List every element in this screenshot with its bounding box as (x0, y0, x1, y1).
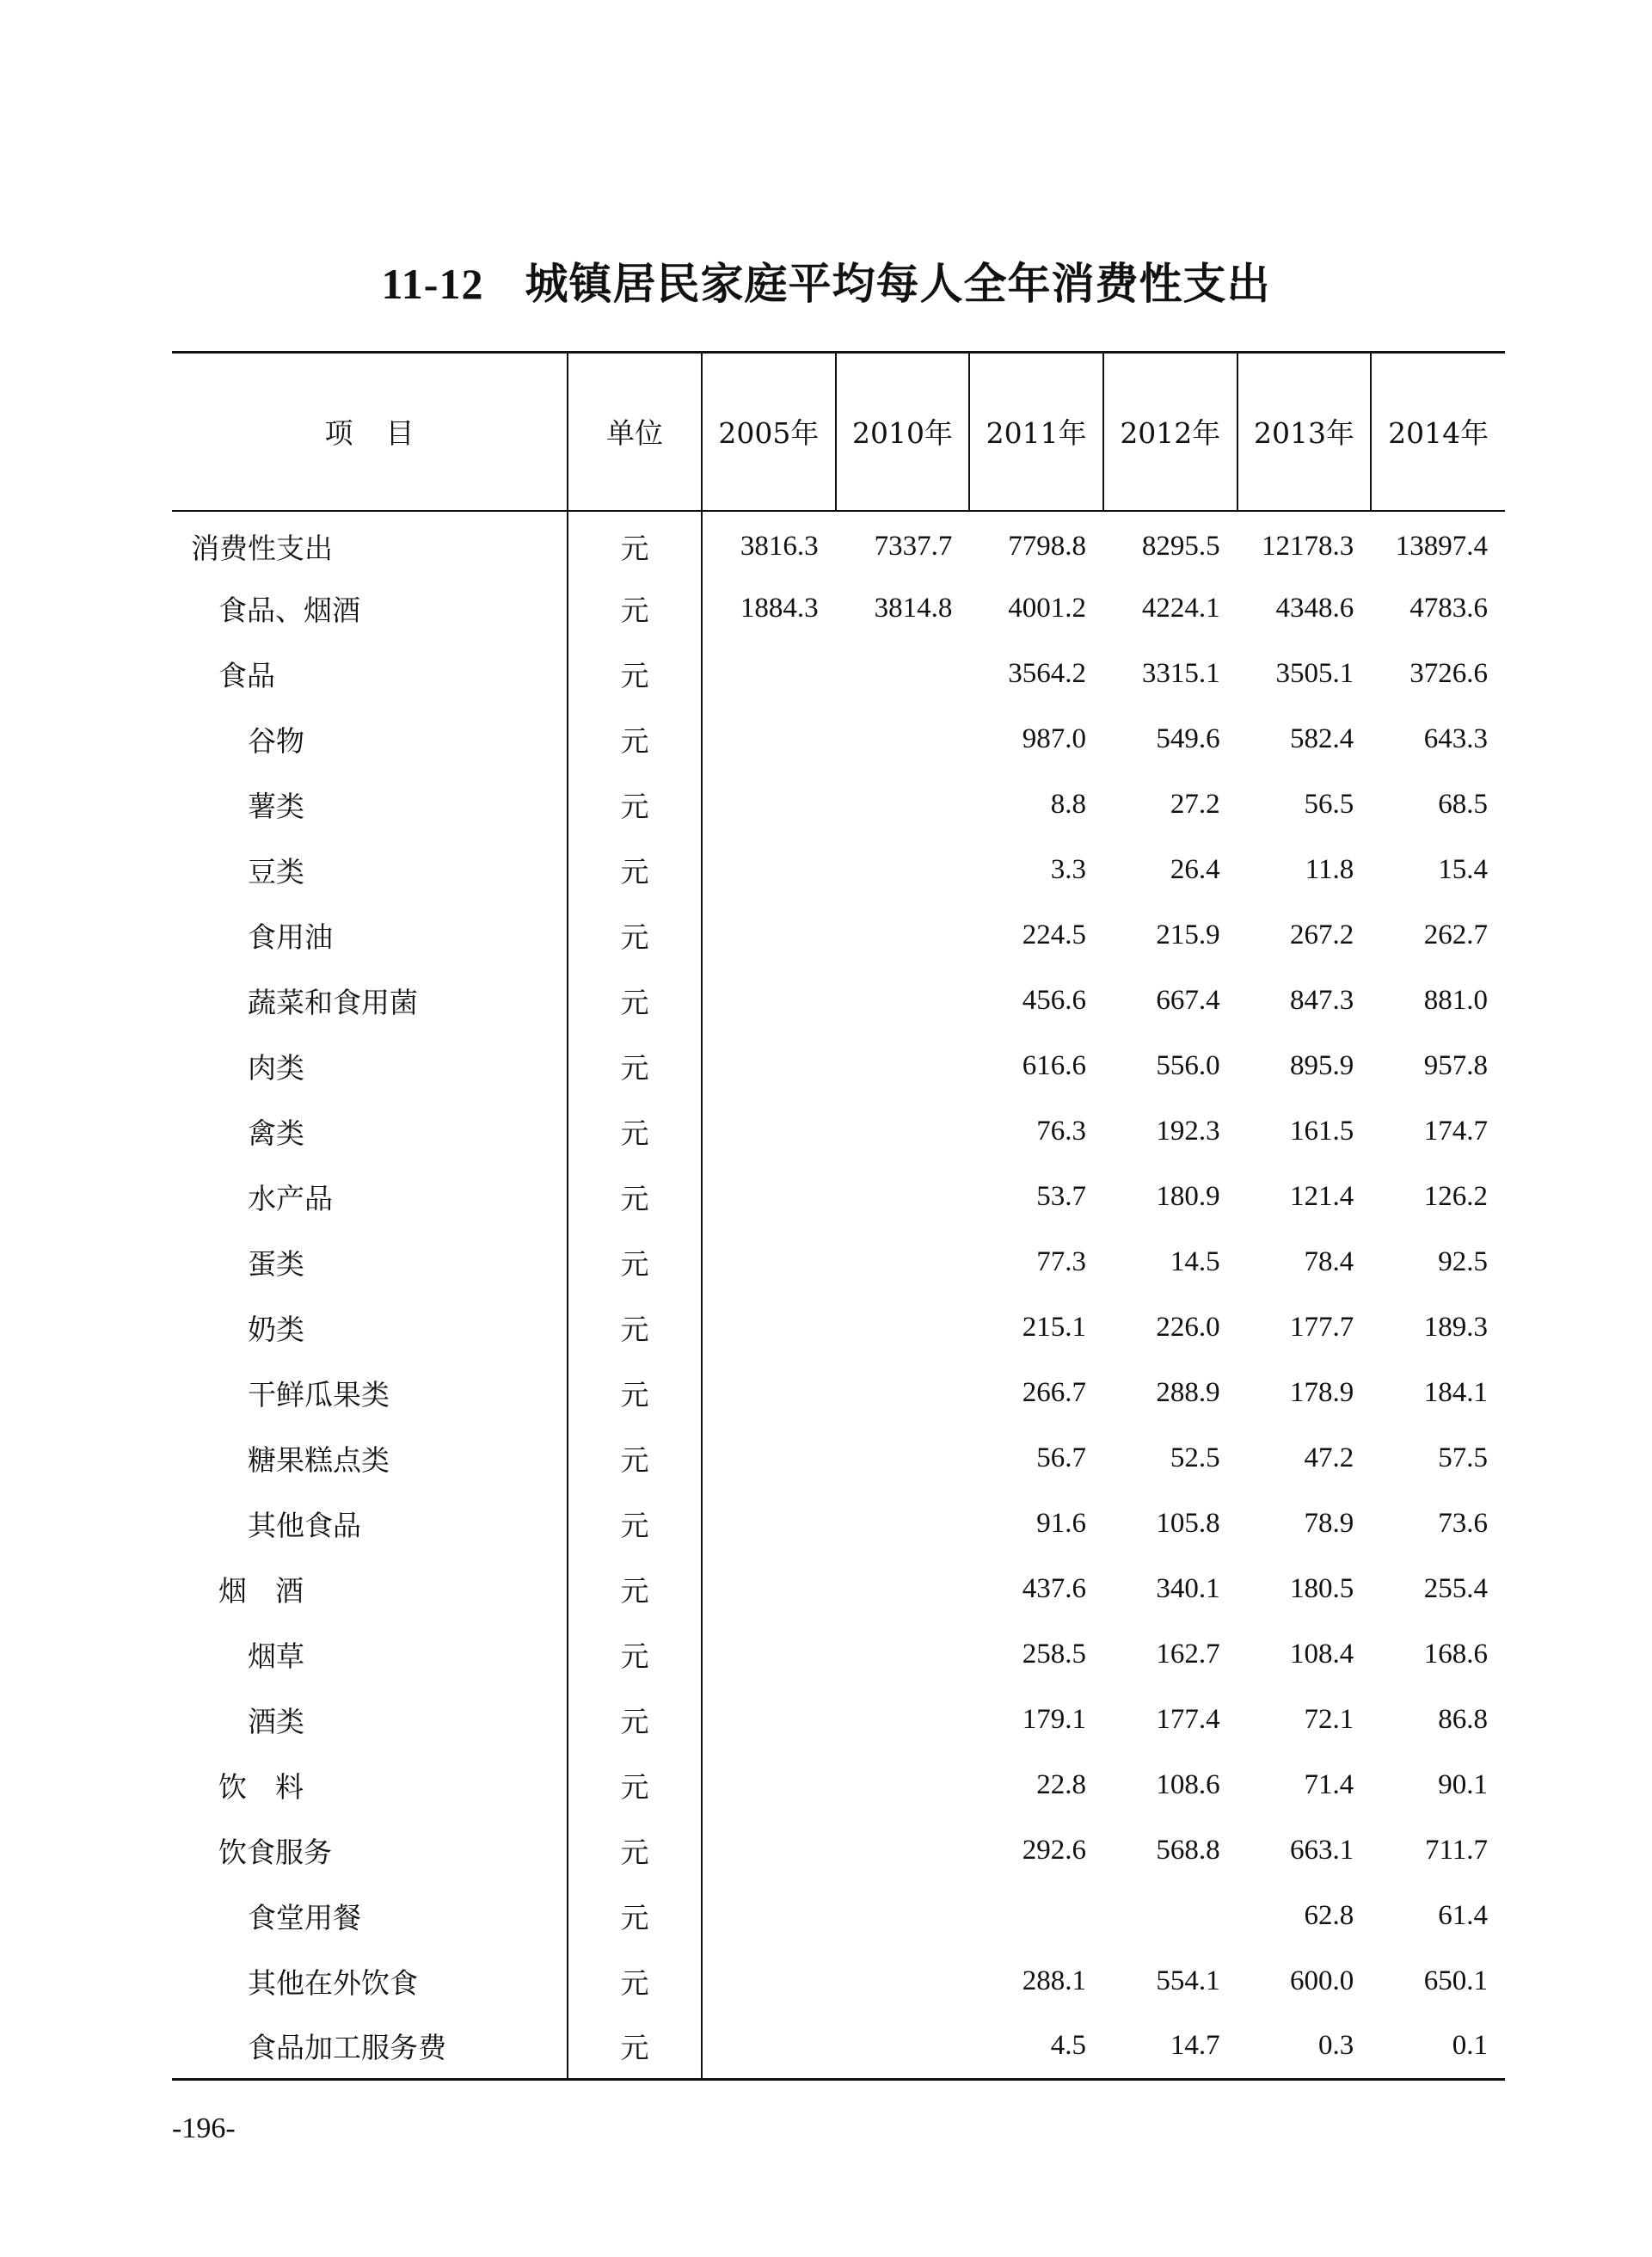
table-row (172, 2014, 1505, 2080)
table-row (172, 707, 1505, 772)
row-item-label: 烟草 (172, 1622, 568, 1688)
row-value: 61.4 (1438, 1900, 1488, 1931)
row-unit: 元 (568, 969, 702, 1034)
row-value: 895.9 (1290, 1050, 1354, 1081)
table-row (172, 1295, 1505, 1361)
row-unit: 元 (568, 2014, 702, 2080)
row-value: 105.8 (1156, 1508, 1220, 1539)
row-value (836, 1295, 970, 1361)
row-value: 90.1 (1438, 1769, 1488, 1800)
row-value: 3816.3 (740, 530, 819, 562)
header-year-2012: 2012年 (1103, 353, 1237, 511)
row-value: 4.5 (969, 2014, 1103, 2080)
row-item-label: 水产品 (172, 1165, 568, 1230)
table-row (172, 1622, 1505, 1688)
row-item-label: 其他在外饮食 (172, 1949, 568, 2014)
table-row (172, 1753, 1505, 1818)
row-value: 4001.2 (1008, 593, 1086, 624)
table-row (172, 1949, 1505, 2014)
row-value: 27.2 (1170, 789, 1220, 820)
row-value: 1884.3 (740, 593, 819, 624)
row-unit: 元 (568, 1557, 702, 1622)
row-value: 549.6 (1156, 723, 1220, 754)
row-value: 180.9 (1156, 1181, 1220, 1212)
row-item-label: 蔬菜和食用菌 (172, 969, 568, 1034)
row-value: 292.6 (1022, 1835, 1086, 1866)
row-value (702, 1688, 836, 1753)
row-value: 77.3 (1036, 1246, 1086, 1277)
row-unit: 元 (568, 1884, 702, 1949)
row-item-label: 干鲜瓜果类 (172, 1361, 568, 1426)
table-row (172, 1884, 1505, 1949)
row-value: 600.0 (1290, 1965, 1354, 1996)
row-value (836, 969, 970, 1034)
header-year-2013: 2013年 (1237, 353, 1372, 511)
row-value: 288.1 (1022, 1965, 1086, 1996)
row-unit: 元 (568, 1688, 702, 1753)
row-unit: 元 (568, 576, 702, 642)
consumption-table (172, 351, 1505, 2081)
row-value (836, 1165, 970, 1230)
row-value: 3505.1 (1275, 658, 1354, 689)
row-value: 554.1 (1156, 1965, 1220, 1996)
row-unit: 元 (568, 903, 702, 969)
row-value (702, 1165, 836, 1230)
row-value: 161.5 (1290, 1116, 1354, 1147)
row-value (836, 642, 970, 707)
row-value: 437.6 (1022, 1573, 1086, 1604)
row-value: 73.6 (1438, 1508, 1488, 1539)
row-value: 184.1 (1423, 1377, 1488, 1408)
row-value (836, 1361, 970, 1426)
row-value: 91.6 (1036, 1508, 1086, 1539)
row-unit: 元 (568, 1491, 702, 1557)
row-value: 92.5 (1438, 1246, 1488, 1277)
row-value: 267.2 (1290, 919, 1354, 950)
row-value (836, 1491, 970, 1557)
row-value: 56.5 (1304, 789, 1354, 820)
header-year-2005: 2005年 (702, 353, 836, 511)
row-value (702, 642, 836, 707)
header-item: 项目 (172, 353, 568, 511)
row-unit: 元 (568, 1818, 702, 1884)
row-item-label: 食品、烟酒 (172, 576, 568, 642)
row-value: 68.5 (1438, 789, 1488, 820)
row-value: 7798.8 (1008, 530, 1086, 562)
row-value: 266.7 (1022, 1377, 1086, 1408)
row-value: 178.9 (1290, 1377, 1354, 1408)
header-year-2014: 2014年 (1371, 353, 1505, 511)
row-value: 881.0 (1423, 985, 1488, 1016)
row-value: 556.0 (1156, 1050, 1220, 1081)
table-row (172, 1165, 1505, 1230)
row-value (836, 1884, 970, 1949)
row-value (836, 1949, 970, 2014)
row-value: 78.4 (1304, 1246, 1354, 1277)
header-unit: 单位 (568, 353, 702, 511)
table-row (172, 1034, 1505, 1099)
table-row (172, 1361, 1505, 1426)
table-row (172, 576, 1505, 642)
row-item-label: 肉类 (172, 1034, 568, 1099)
row-value: 3564.2 (1008, 658, 1086, 689)
row-value (702, 1034, 836, 1099)
table-row (172, 511, 1505, 576)
row-value (702, 969, 836, 1034)
row-item-label: 奶类 (172, 1295, 568, 1361)
row-value: 179.1 (1022, 1704, 1086, 1735)
row-value: 52.5 (1170, 1442, 1220, 1473)
row-item-label: 禽类 (172, 1099, 568, 1165)
row-value: 582.4 (1290, 723, 1354, 754)
row-unit: 元 (568, 1753, 702, 1818)
row-value: 226.0 (1156, 1312, 1220, 1343)
row-value: 72.1 (1304, 1704, 1354, 1735)
row-item-label: 糖果糕点类 (172, 1426, 568, 1491)
row-value: 643.3 (1423, 723, 1488, 754)
row-unit: 元 (568, 1949, 702, 2014)
row-value: 177.7 (1290, 1312, 1354, 1343)
row-value (836, 1622, 970, 1688)
row-value (702, 772, 836, 838)
row-value (702, 903, 836, 969)
row-item-label: 消费性支出 (172, 511, 568, 576)
row-value: 12178.3 (1262, 530, 1354, 562)
row-value: 0.1 (1371, 2014, 1505, 2080)
row-unit: 元 (568, 1426, 702, 1491)
row-value: 57.5 (1438, 1442, 1488, 1473)
row-value: 26.4 (1170, 854, 1220, 885)
row-value: 168.6 (1423, 1639, 1488, 1670)
row-value: 340.1 (1156, 1573, 1220, 1604)
row-value: 56.7 (1036, 1442, 1086, 1473)
row-unit: 元 (568, 838, 702, 903)
row-value: 78.9 (1304, 1508, 1354, 1539)
row-value: 14.7 (1103, 2014, 1237, 2080)
row-item-label: 饮食服务 (172, 1818, 568, 1884)
row-item-label: 烟 酒 (172, 1557, 568, 1622)
row-value: 987.0 (1022, 723, 1086, 754)
row-unit: 元 (568, 1230, 702, 1295)
table-row (172, 838, 1505, 903)
row-value (702, 1753, 836, 1818)
page-number: -196- (172, 2112, 236, 2144)
row-value: 255.4 (1423, 1573, 1488, 1604)
row-value: 7337.7 (874, 530, 953, 562)
row-value (836, 1818, 970, 1884)
row-value: 13897.4 (1395, 530, 1488, 562)
row-value: 189.3 (1423, 1312, 1488, 1343)
row-value: 15.4 (1438, 854, 1488, 885)
row-value: 126.2 (1423, 1181, 1488, 1212)
row-value: 568.8 (1156, 1835, 1220, 1866)
row-unit: 元 (568, 642, 702, 707)
row-value: 847.3 (1290, 985, 1354, 1016)
row-value (836, 1688, 970, 1753)
row-value (836, 2014, 970, 2080)
row-value (702, 1818, 836, 1884)
row-value: 711.7 (1424, 1835, 1488, 1866)
row-value: 4348.6 (1275, 593, 1354, 624)
row-item-label: 酒类 (172, 1688, 568, 1753)
row-value (836, 1753, 970, 1818)
page-title (0, 249, 1652, 311)
table-row (172, 969, 1505, 1034)
row-unit: 元 (568, 1165, 702, 1230)
row-value (836, 707, 970, 772)
row-value: 22.8 (1036, 1769, 1086, 1800)
row-value: 174.7 (1423, 1116, 1488, 1147)
row-value: 121.4 (1290, 1181, 1354, 1212)
row-value: 108.4 (1290, 1639, 1354, 1670)
row-unit: 元 (568, 707, 702, 772)
row-value: 71.4 (1304, 1769, 1354, 1800)
row-value: 650.1 (1423, 1965, 1488, 1996)
row-value: 3.3 (1050, 854, 1086, 885)
row-value: 957.8 (1423, 1050, 1488, 1081)
header-year-2010: 2010年 (836, 353, 970, 511)
table-body (172, 511, 1505, 2080)
row-value: 262.7 (1423, 919, 1488, 950)
row-value: 215.1 (1022, 1312, 1086, 1343)
row-unit: 元 (568, 1295, 702, 1361)
row-value (702, 1884, 836, 1949)
row-value: 3726.6 (1409, 658, 1488, 689)
table-row (172, 1426, 1505, 1491)
row-unit: 元 (568, 1099, 702, 1165)
row-item-label: 食品加工服务费 (172, 2014, 568, 2080)
row-value: 0.3 (1237, 2014, 1372, 2080)
row-item-label: 薯类 (172, 772, 568, 838)
data-table-container (172, 351, 1505, 2081)
row-value: 4224.1 (1141, 593, 1220, 624)
row-unit: 元 (568, 511, 702, 576)
row-value: 4783.6 (1409, 593, 1488, 624)
row-unit: 元 (568, 1034, 702, 1099)
row-unit: 元 (568, 1361, 702, 1426)
row-value: 215.9 (1156, 919, 1220, 950)
row-item-label: 豆类 (172, 838, 568, 903)
row-value (836, 1034, 970, 1099)
row-item-label: 食品 (172, 642, 568, 707)
row-value: 62.8 (1304, 1900, 1354, 1931)
row-value (836, 903, 970, 969)
header-year-2011: 2011年 (969, 353, 1103, 511)
row-value: 456.6 (1022, 985, 1086, 1016)
row-value (702, 1622, 836, 1688)
row-value: 76.3 (1036, 1116, 1086, 1147)
row-value (702, 1099, 836, 1165)
table-row (172, 1491, 1505, 1557)
row-value (702, 1557, 836, 1622)
row-value (702, 1491, 836, 1557)
row-value (702, 707, 836, 772)
row-value: 8.8 (1050, 789, 1086, 820)
row-value: 11.8 (1305, 854, 1354, 885)
row-value: 667.4 (1156, 985, 1220, 1016)
row-value: 3814.8 (874, 593, 953, 624)
table-number: 11-12 (381, 260, 484, 308)
row-value (702, 1426, 836, 1491)
table-row (172, 772, 1505, 838)
row-item-label: 谷物 (172, 707, 568, 772)
row-value: 180.5 (1290, 1573, 1354, 1604)
row-value (1103, 1884, 1237, 1949)
row-value: 192.3 (1156, 1116, 1220, 1147)
row-value (702, 1230, 836, 1295)
row-value (702, 1361, 836, 1426)
row-value (702, 1295, 836, 1361)
row-value: 616.6 (1022, 1050, 1086, 1081)
row-value: 86.8 (1438, 1704, 1488, 1735)
row-value (836, 772, 970, 838)
row-value: 14.5 (1170, 1246, 1220, 1277)
row-item-label: 饮 料 (172, 1753, 568, 1818)
row-value: 47.2 (1304, 1442, 1354, 1473)
table-row (172, 1557, 1505, 1622)
row-value: 3315.1 (1141, 658, 1220, 689)
row-value: 258.5 (1022, 1639, 1086, 1670)
row-value (702, 838, 836, 903)
row-value (836, 1426, 970, 1491)
row-item-label: 食用油 (172, 903, 568, 969)
row-value (836, 838, 970, 903)
row-value (702, 1949, 836, 2014)
row-value (836, 1557, 970, 1622)
row-value (836, 1099, 970, 1165)
row-item-label: 食堂用餐 (172, 1884, 568, 1949)
row-value: 663.1 (1290, 1835, 1354, 1866)
table-row (172, 1688, 1505, 1753)
row-value: 162.7 (1156, 1639, 1220, 1670)
row-value (836, 1230, 970, 1295)
row-item-label: 其他食品 (172, 1491, 568, 1557)
row-value: 177.4 (1156, 1704, 1220, 1735)
table-row (172, 642, 1505, 707)
row-value: 288.9 (1156, 1377, 1220, 1408)
table-row (172, 1099, 1505, 1165)
row-value: 8295.5 (1141, 530, 1220, 562)
row-unit: 元 (568, 772, 702, 838)
row-value (702, 2014, 836, 2080)
row-unit: 元 (568, 1622, 702, 1688)
row-value: 53.7 (1036, 1181, 1086, 1212)
row-item-label: 蛋类 (172, 1230, 568, 1295)
table-row (172, 1230, 1505, 1295)
table-row (172, 903, 1505, 969)
table-row (172, 1818, 1505, 1884)
row-value (969, 1884, 1103, 1949)
table-title-text: 城镇居民家庭平均每人全年消费性支出 (525, 258, 1271, 309)
table-header-row (172, 353, 1505, 511)
row-value: 108.6 (1156, 1769, 1220, 1800)
row-value: 224.5 (1022, 919, 1086, 950)
